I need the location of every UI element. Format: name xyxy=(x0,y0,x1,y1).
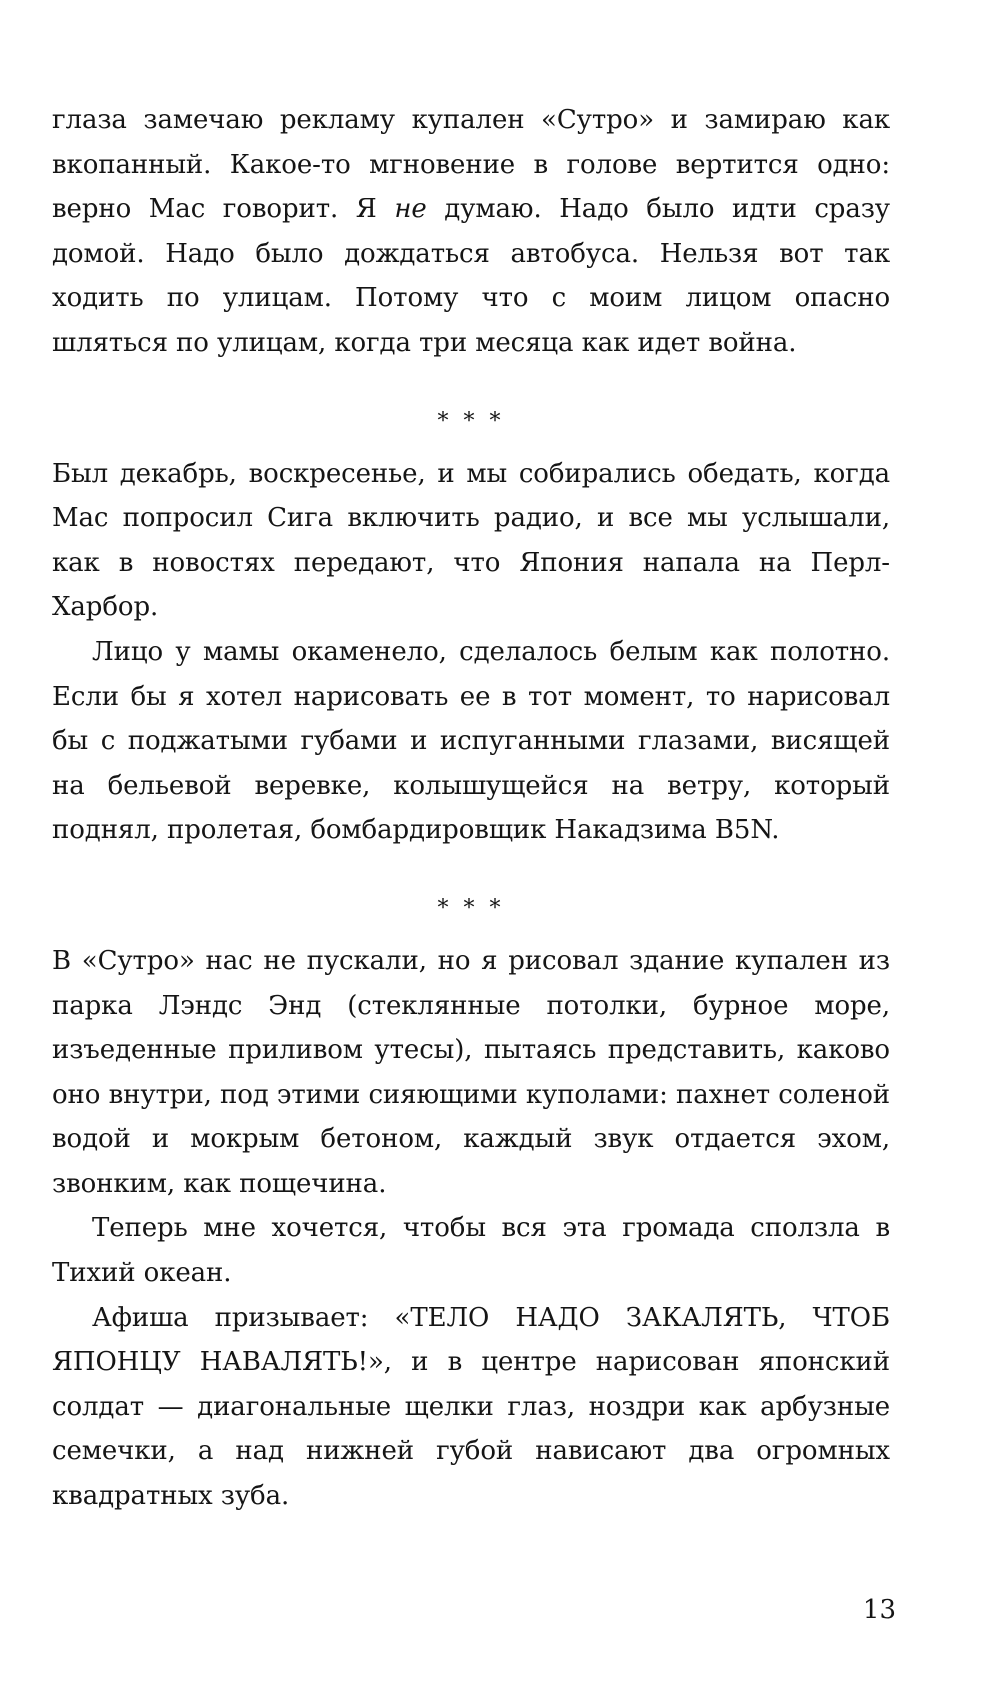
section-separator: * * * xyxy=(437,895,505,921)
paragraph-1-emphasis: не xyxy=(394,194,427,225)
paragraph-2: Был декабрь, воскресенье, и мы собирались обедать, когда Мас попросил Сига включить радио, и все мы услышали, как в новостях передают, что Япония напала на Перл-Харбор. xyxy=(52,458,890,623)
book-page xyxy=(52,98,890,1658)
paragraph-1-text: глаза замечаю рекламу купален «Сутро» и замираю как вкопанный. Какое-то мгновение в голове вертится одно: верно Мас говорит. Я xyxy=(52,105,890,225)
paragraph-3: Лицо у мамы окаменело, сделалось белым как полотно. Если бы я хотел нарисовать ее в тот момент, то нарисовал бы с поджатыми губами и испуганными глазами, висящей на бельевой веревке, колышущейся на ветру, который поднял, пролетая, бомбардировщик Накадзима B5N. xyxy=(52,636,890,846)
section-separator: * * * xyxy=(437,408,505,434)
paragraph-1 xyxy=(52,98,890,366)
paragraph-5: Теперь мне хочется, чтобы вся эта громада сползла в Тихий океан. xyxy=(52,1213,890,1289)
page-number: 13 xyxy=(862,1595,896,1625)
paragraph-6: Афиша призывает: «ТЕЛО НАДО ЗАКАЛЯТЬ, ЧТОБ ЯПОНЦУ НАВАЛЯТЬ!», и в центре нарисован японский солдат — диагональные щелки глаз, ноздри как арбузные семечки, а над нижней губой нависают два огромных квадратных зуба. xyxy=(52,1302,890,1512)
paragraph-4: В «Сутро» нас не пускали, но я рисовал здание купален из парка Лэндс Энд (стеклянные потолки, бурное море, изъеденные приливом утесы), пытаясь представить, каково оно внутри, под этими сияющими куполами: пахнет соленой водой и мокрым бетоном, каждый звук отдается эхом, звонким, как пощечина. xyxy=(52,945,890,1199)
paragraph-1-rest: думаю. Надо было идти сразу домой. Надо было дождаться автобуса. Нельзя вот так ходить по улицам. Потому что с моим лицом опасно шляться по улицам, когда три месяца как идет война. xyxy=(52,194,891,358)
